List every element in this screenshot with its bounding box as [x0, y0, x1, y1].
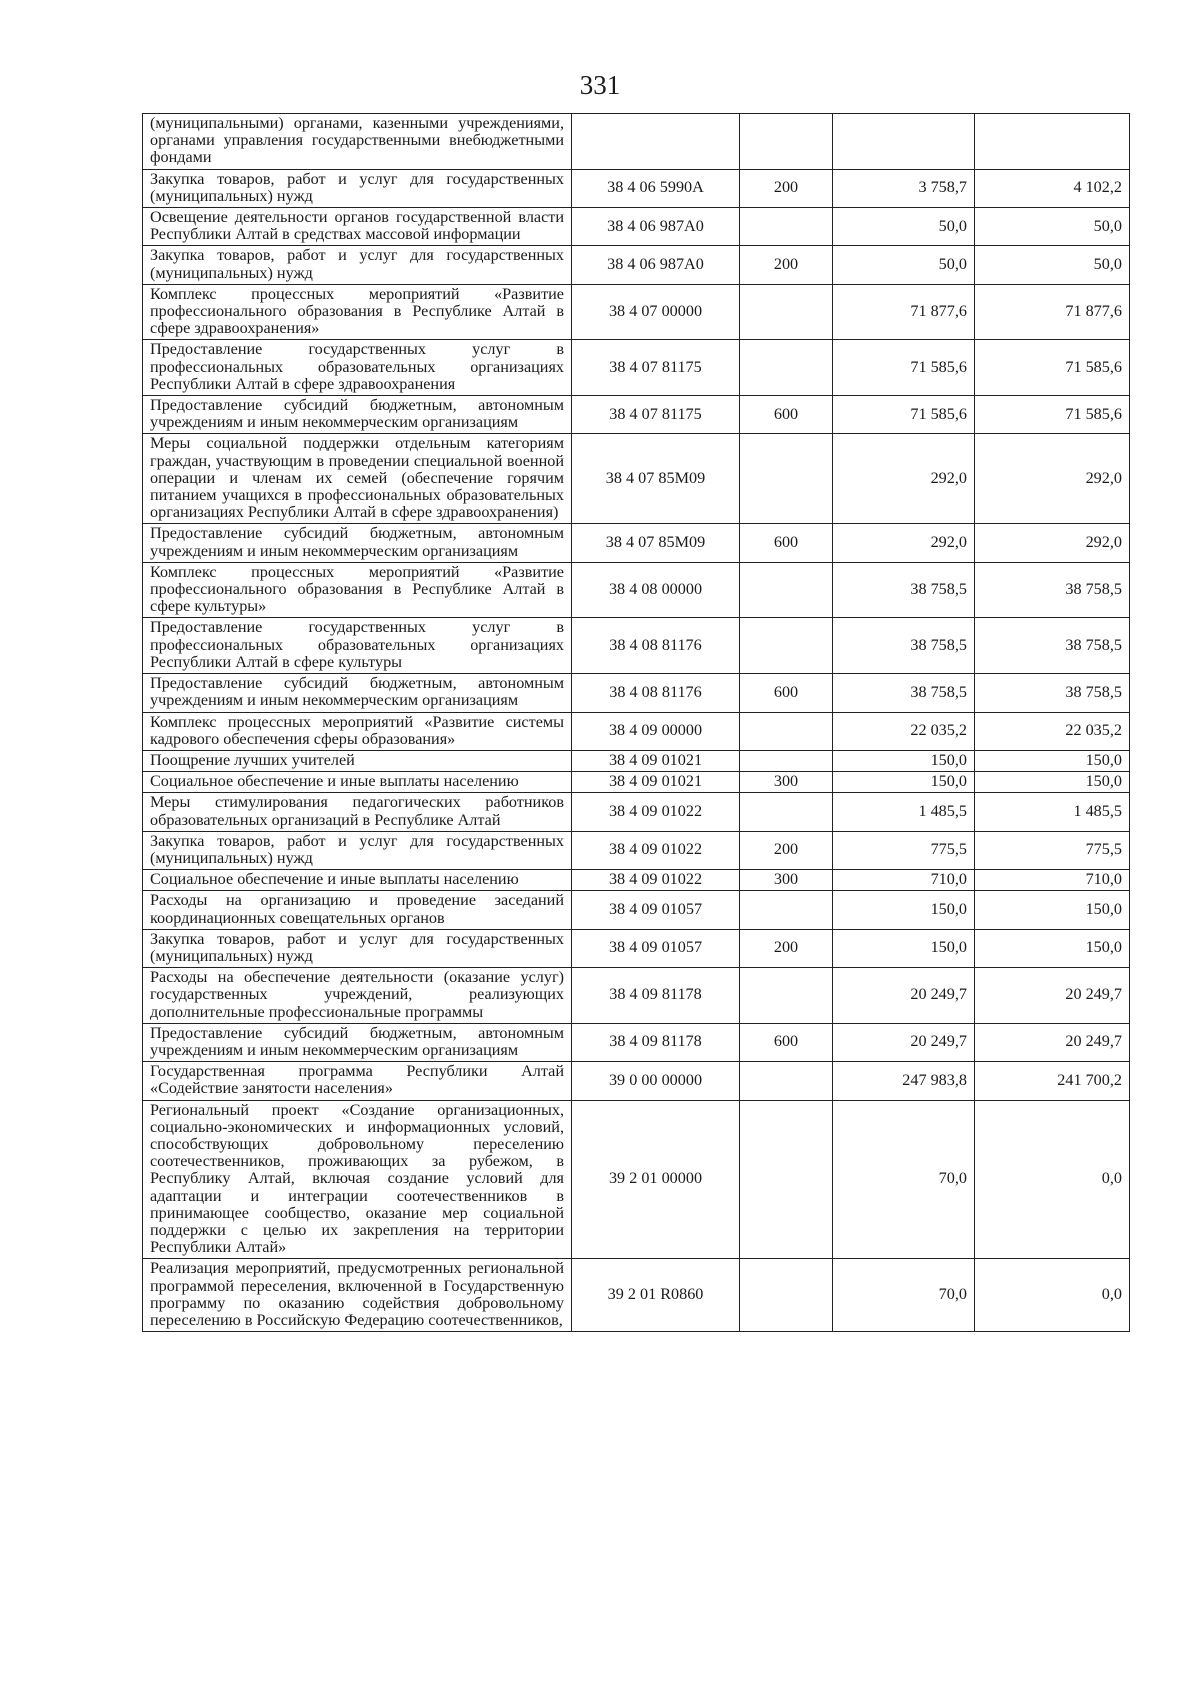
row-value-year2: 0,0	[975, 1259, 1130, 1332]
table-row	[143, 562, 1130, 618]
table-row	[143, 618, 1130, 674]
row-value-year1: 292,0	[833, 434, 975, 524]
table-row	[143, 1062, 1130, 1100]
row-value-year2: 292,0	[975, 434, 1130, 524]
row-value-year2: 0,0	[975, 1100, 1130, 1259]
row-code: 38 4 09 01057	[572, 929, 740, 967]
row-name: Государственная программа Республики Алтай «Содействие занятости населения»	[143, 1062, 572, 1100]
row-expense-type: 300	[740, 772, 833, 793]
row-value-year2: 20 249,7	[975, 968, 1130, 1024]
row-code: 38 4 09 00000	[572, 712, 740, 750]
row-value-year1: 150,0	[833, 929, 975, 967]
row-value-year2: 50,0	[975, 246, 1130, 284]
row-value-year1: 50,0	[833, 208, 975, 246]
row-value-year1: 38 758,5	[833, 674, 975, 712]
row-value-year2: 38 758,5	[975, 674, 1130, 712]
row-name: Предоставление государственных услуг в профессиональных образовательных организациях Республики Алтай в сфере культуры	[143, 618, 572, 674]
row-value-year2: 150,0	[975, 772, 1130, 793]
row-value-year2: 38 758,5	[975, 562, 1130, 618]
row-value-year1: 710,0	[833, 870, 975, 891]
table-row	[143, 114, 1130, 170]
row-name: Освещение деятельности органов государственной власти Республики Алтай в средствах массовой информации	[143, 208, 572, 246]
row-expense-type: 600	[740, 1023, 833, 1061]
row-expense-type: 300	[740, 870, 833, 891]
row-value-year2: 775,5	[975, 831, 1130, 869]
row-code: 38 4 06 5990А	[572, 169, 740, 207]
row-value-year1: 38 758,5	[833, 618, 975, 674]
row-expense-type: 200	[740, 929, 833, 967]
row-code: 38 4 06 987А0	[572, 246, 740, 284]
row-expense-type: 600	[740, 674, 833, 712]
row-name: Предоставление субсидий бюджетным, автономным учреждениям и иным некоммерческим организациям	[143, 674, 572, 712]
row-name: (муниципальными) органами, казенными учреждениями, органами управления государственными внебюджетными фондами	[143, 114, 572, 170]
row-code: 38 4 07 85М09	[572, 524, 740, 562]
row-value-year1: 71 877,6	[833, 284, 975, 340]
table-row	[143, 968, 1130, 1024]
row-value-year2: 22 035,2	[975, 712, 1130, 750]
row-code: 38 4 08 00000	[572, 562, 740, 618]
row-expense-type	[740, 793, 833, 831]
row-expense-type	[740, 340, 833, 396]
row-value-year2: 1 485,5	[975, 793, 1130, 831]
row-expense-type	[740, 750, 833, 771]
row-expense-type	[740, 968, 833, 1024]
row-code: 38 4 09 01022	[572, 831, 740, 869]
row-value-year2: 71 585,6	[975, 340, 1130, 396]
row-value-year2: 50,0	[975, 208, 1130, 246]
row-value-year2: 292,0	[975, 524, 1130, 562]
table-row	[143, 831, 1130, 869]
row-value-year2: 150,0	[975, 929, 1130, 967]
row-value-year1: 150,0	[833, 891, 975, 929]
row-code: 38 4 09 81178	[572, 1023, 740, 1061]
table-row	[143, 524, 1130, 562]
table-row	[143, 793, 1130, 831]
row-value-year2: 20 249,7	[975, 1023, 1130, 1061]
row-name: Закупка товаров, работ и услуг для государственных (муниципальных) нужд	[143, 246, 572, 284]
table-row	[143, 929, 1130, 967]
table-row	[143, 712, 1130, 750]
table-row	[143, 169, 1130, 207]
table-row	[143, 870, 1130, 891]
row-value-year1: 1 485,5	[833, 793, 975, 831]
row-code: 38 4 07 81175	[572, 396, 740, 434]
row-code: 38 4 09 01021	[572, 772, 740, 793]
row-value-year1: 247 983,8	[833, 1062, 975, 1100]
row-name: Предоставление субсидий бюджетным, автономным учреждениям и иным некоммерческим организациям	[143, 524, 572, 562]
table-row	[143, 750, 1130, 771]
row-value-year2: 241 700,2	[975, 1062, 1130, 1100]
row-value-year2: 71 585,6	[975, 396, 1130, 434]
row-value-year1: 70,0	[833, 1259, 975, 1332]
row-value-year1: 20 249,7	[833, 968, 975, 1024]
table-row	[143, 434, 1130, 524]
table-row	[143, 396, 1130, 434]
table-row	[143, 284, 1130, 340]
row-name: Социальное обеспечение и иные выплаты населению	[143, 870, 572, 891]
row-expense-type: 600	[740, 524, 833, 562]
row-code: 39 0 00 00000	[572, 1062, 740, 1100]
row-name: Поощрение лучших учителей	[143, 750, 572, 771]
row-value-year2	[975, 114, 1130, 170]
table-row	[143, 208, 1130, 246]
row-value-year1	[833, 114, 975, 170]
budget-table-body	[143, 114, 1130, 1332]
row-code: 39 2 01 R0860	[572, 1259, 740, 1332]
row-name: Комплекс процессных мероприятий «Развитие профессионального образования в Республике Алтай в сфере здравоохранения»	[143, 284, 572, 340]
row-expense-type	[740, 208, 833, 246]
row-code: 38 4 08 81176	[572, 674, 740, 712]
row-name: Расходы на организацию и проведение заседаний координационных совещательных органов	[143, 891, 572, 929]
row-expense-type	[740, 891, 833, 929]
row-value-year2: 150,0	[975, 750, 1130, 771]
table-row	[143, 1259, 1130, 1332]
page-number: 331	[579, 70, 621, 100]
row-value-year1: 150,0	[833, 772, 975, 793]
row-expense-type	[740, 1259, 833, 1332]
row-expense-type	[740, 114, 833, 170]
table-row	[143, 891, 1130, 929]
row-code: 38 4 09 01022	[572, 870, 740, 891]
row-code: 38 4 06 987А0	[572, 208, 740, 246]
row-expense-type: 200	[740, 169, 833, 207]
row-name: Предоставление субсидий бюджетным, автономным учреждениям и иным некоммерческим организациям	[143, 396, 572, 434]
row-value-year1: 20 249,7	[833, 1023, 975, 1061]
row-value-year2: 150,0	[975, 891, 1130, 929]
row-expense-type: 200	[740, 246, 833, 284]
row-code: 38 4 08 81176	[572, 618, 740, 674]
row-name: Региональный проект «Создание организационных, социально-экономических и информационных условий, способствующих добровольному переселению соотечественников, проживающих за рубежом, в Республику Алтай, включая создание условий для адаптации и интеграции соотечественников в принимающее сообщество, оказание мер социальной поддержки с целью их закрепления на территории Республики Алтай»	[143, 1100, 572, 1259]
row-name: Закупка товаров, работ и услуг для государственных (муниципальных) нужд	[143, 831, 572, 869]
row-value-year2: 710,0	[975, 870, 1130, 891]
row-expense-type	[740, 284, 833, 340]
row-expense-type	[740, 562, 833, 618]
row-name: Реализация мероприятий, предусмотренных региональной программой переселения, включенной в Государственную программу по оказанию содействия добровольному переселению в Российскую Федерацию соотечественников,	[143, 1259, 572, 1332]
row-name: Предоставление государственных услуг в профессиональных образовательных организациях Республики Алтай в сфере здравоохранения	[143, 340, 572, 396]
table-row	[143, 1023, 1130, 1061]
budget-table	[142, 113, 1130, 1332]
row-value-year1: 3 758,7	[833, 169, 975, 207]
row-code: 38 4 09 01021	[572, 750, 740, 771]
row-expense-type	[740, 618, 833, 674]
row-name: Комплекс процессных мероприятий «Развитие профессионального образования в Республике Алтай в сфере культуры»	[143, 562, 572, 618]
row-code: 38 4 09 81178	[572, 968, 740, 1024]
row-name: Расходы на обеспечение деятельности (оказание услуг) государственных учреждений, реализующих дополнительные профессиональные программы	[143, 968, 572, 1024]
row-value-year2: 4 102,2	[975, 169, 1130, 207]
row-value-year1: 71 585,6	[833, 396, 975, 434]
row-name: Меры стимулирования педагогических работников образовательных организаций в Республике Алтай	[143, 793, 572, 831]
row-code: 38 4 09 01022	[572, 793, 740, 831]
table-row	[143, 246, 1130, 284]
row-name: Меры социальной поддержки отдельным категориям граждан, участвующим в проведении специальной военной операции и членам их семей (обеспечение горячим питанием учащихся в профессиональных образовательных организациях Республики Алтай в сфере здравоохранения)	[143, 434, 572, 524]
row-value-year1: 150,0	[833, 750, 975, 771]
row-expense-type	[740, 712, 833, 750]
row-value-year2: 38 758,5	[975, 618, 1130, 674]
row-code: 38 4 07 81175	[572, 340, 740, 396]
row-name: Предоставление субсидий бюджетным, автономным учреждениям и иным некоммерческим организациям	[143, 1023, 572, 1061]
table-row	[143, 674, 1130, 712]
row-value-year1: 22 035,2	[833, 712, 975, 750]
table-row	[143, 772, 1130, 793]
table-row	[143, 340, 1130, 396]
row-value-year1: 70,0	[833, 1100, 975, 1259]
row-expense-type	[740, 1100, 833, 1259]
row-expense-type: 200	[740, 831, 833, 869]
row-code: 39 2 01 00000	[572, 1100, 740, 1259]
row-expense-type	[740, 434, 833, 524]
row-value-year1: 71 585,6	[833, 340, 975, 396]
row-value-year2: 71 877,6	[975, 284, 1130, 340]
row-value-year1: 775,5	[833, 831, 975, 869]
row-code	[572, 114, 740, 170]
row-expense-type	[740, 1062, 833, 1100]
row-value-year1: 38 758,5	[833, 562, 975, 618]
row-name: Социальное обеспечение и иные выплаты населению	[143, 772, 572, 793]
row-name: Комплекс процессных мероприятий «Развитие системы кадрового обеспечения сферы образования»	[143, 712, 572, 750]
row-code: 38 4 09 01057	[572, 891, 740, 929]
row-name: Закупка товаров, работ и услуг для государственных (муниципальных) нужд	[143, 169, 572, 207]
table-row	[143, 1100, 1130, 1259]
row-expense-type: 600	[740, 396, 833, 434]
row-value-year1: 50,0	[833, 246, 975, 284]
row-code: 38 4 07 00000	[572, 284, 740, 340]
row-code: 38 4 07 85М09	[572, 434, 740, 524]
row-value-year1: 292,0	[833, 524, 975, 562]
row-name: Закупка товаров, работ и услуг для государственных (муниципальных) нужд	[143, 929, 572, 967]
